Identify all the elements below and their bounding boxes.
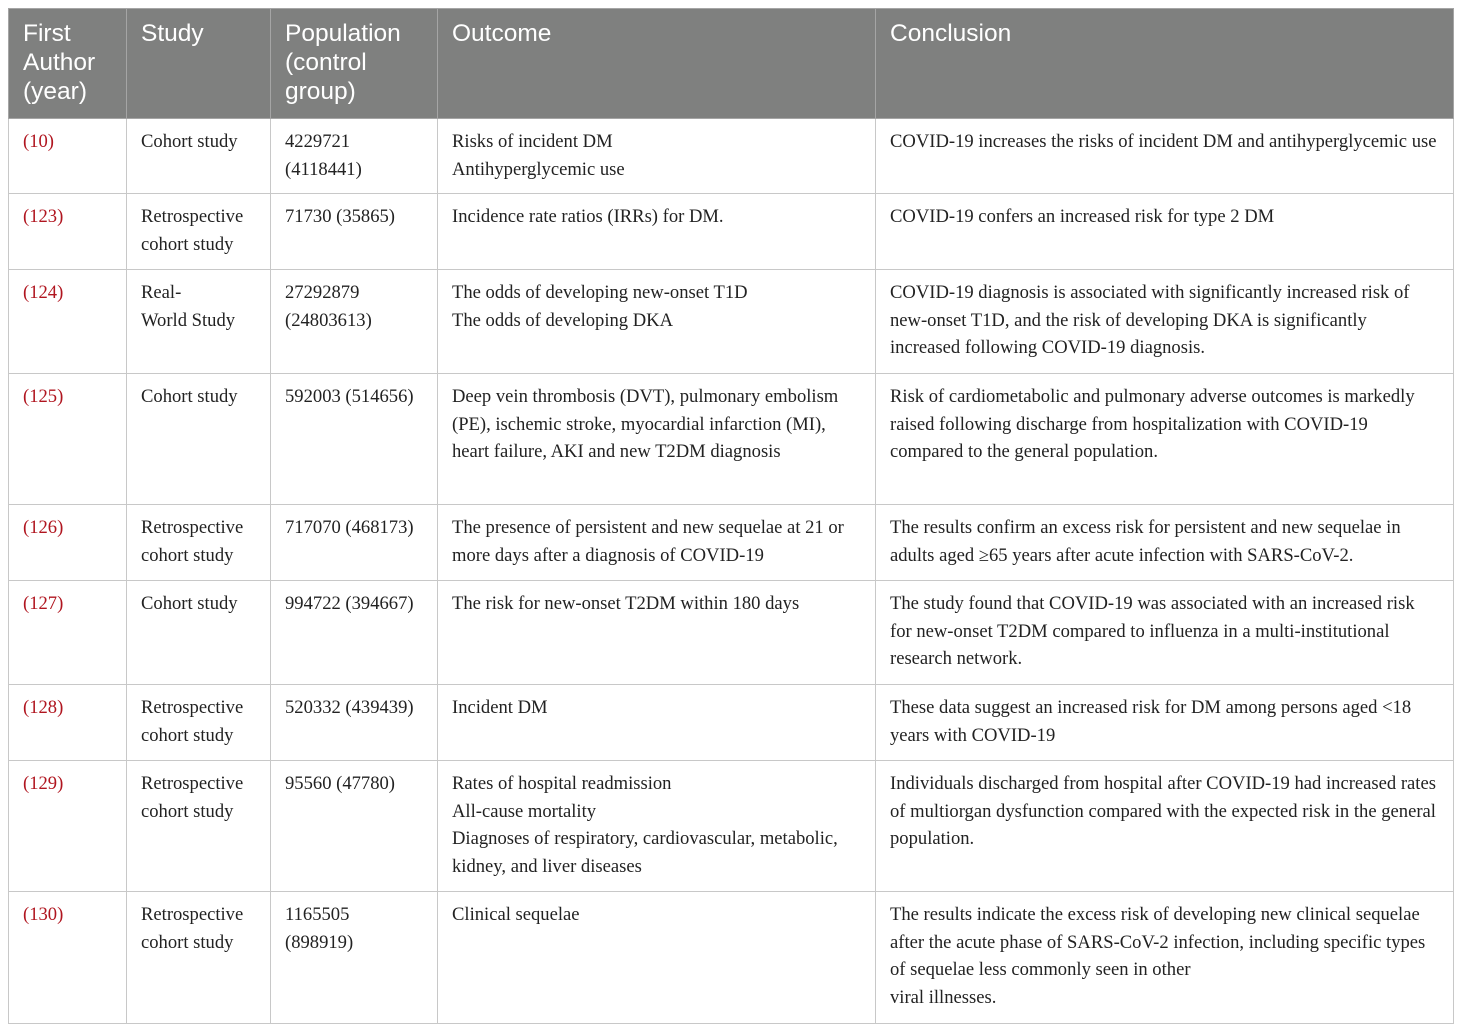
reference-open-paren: (	[23, 593, 30, 614]
header-first-author: First Author (year)	[9, 9, 127, 119]
population-cell: 520332 (439439)	[271, 685, 438, 761]
header-population: Population (control group)	[271, 9, 438, 119]
reference-open-paren: (	[23, 517, 30, 538]
header-conclusion: Conclusion	[876, 9, 1454, 119]
table-row	[9, 505, 1454, 581]
reference-cell	[9, 374, 127, 505]
conclusion-cell: The results confirm an excess risk for persistent and new sequelae in adults aged ≥65 years after acute infection with SARS-CoV-2.	[876, 505, 1454, 581]
table-row	[9, 119, 1454, 194]
outcome-cell: The risk for new-onset T2DM within 180 days	[438, 581, 876, 685]
header-outcome: Outcome	[438, 9, 876, 119]
table-row	[9, 194, 1454, 270]
reference-link[interactable]: 123	[29, 206, 58, 227]
table-row	[9, 685, 1454, 761]
reference-cell	[9, 581, 127, 685]
outcome-cell: Incidence rate ratios (IRRs) for DM.	[438, 194, 876, 270]
population-cell: 95560 (47780)	[271, 761, 438, 892]
reference-close-paren: )	[47, 131, 54, 152]
study-cell: Retrospective cohort study	[127, 761, 271, 892]
outcome-cell: Deep vein thrombosis (DVT), pulmonary embolism (PE), ischemic stroke, myocardial infarction (MI), heart failure, AKI and new T2DM diagnosis	[438, 374, 876, 505]
population-cell: 4229721 (4118441)	[271, 119, 438, 194]
reference-cell	[9, 194, 127, 270]
population-cell: 592003 (514656)	[271, 374, 438, 505]
reference-link[interactable]: 128	[29, 697, 58, 718]
reference-cell	[9, 505, 127, 581]
reference-open-paren: (	[23, 206, 30, 227]
study-cell: Retrospective cohort study	[127, 892, 271, 1024]
reference-close-paren: )	[57, 904, 64, 925]
reference-cell	[9, 119, 127, 194]
population-cell: 27292879 (24803613)	[271, 270, 438, 374]
reference-link[interactable]: 129	[29, 773, 58, 794]
reference-cell	[9, 685, 127, 761]
reference-open-paren: (	[23, 131, 30, 152]
outcome-cell: The presence of persistent and new sequelae at 21 or more days after a diagnosis of COVID-19	[438, 505, 876, 581]
conclusion-cell: Risk of cardiometabolic and pulmonary adverse outcomes is markedly raised following discharge from hospitalization with COVID-19 compared to the general population.	[876, 374, 1454, 505]
population-cell: 994722 (394667)	[271, 581, 438, 685]
study-cell: Retrospective cohort study	[127, 685, 271, 761]
reference-open-paren: (	[23, 904, 30, 925]
table-row	[9, 892, 1454, 1024]
population-cell: 717070 (468173)	[271, 505, 438, 581]
table-row	[9, 581, 1454, 685]
study-cell: Real- World Study	[127, 270, 271, 374]
study-cell: Cohort study	[127, 581, 271, 685]
population-cell: 71730 (35865)	[271, 194, 438, 270]
conclusion-cell: The results indicate the excess risk of developing new clinical sequelae after the acute phase of SARS-CoV-2 infection, including specific types of sequelae less commonly seen in other viral illnesses.	[876, 892, 1454, 1024]
conclusion-cell: These data suggest an increased risk for DM among persons aged <18 years with COVID-19	[876, 685, 1454, 761]
reference-cell	[9, 761, 127, 892]
study-cell: Retrospective cohort study	[127, 194, 271, 270]
outcome-cell: Clinical sequelae	[438, 892, 876, 1024]
reference-close-paren: )	[57, 593, 64, 614]
reference-cell	[9, 892, 127, 1024]
outcome-cell: Incident DM	[438, 685, 876, 761]
outcome-cell: The odds of developing new-onset T1D The odds of developing DKA	[438, 270, 876, 374]
reference-close-paren: )	[57, 206, 64, 227]
study-cell: Cohort study	[127, 374, 271, 505]
outcome-cell: Rates of hospital readmission All-cause mortality Diagnoses of respiratory, cardiovascular, metabolic, kidney, and liver diseases	[438, 761, 876, 892]
reference-open-paren: (	[23, 386, 30, 407]
reference-close-paren: )	[57, 386, 64, 407]
reference-open-paren: (	[23, 773, 30, 794]
reference-close-paren: )	[57, 517, 64, 538]
population-cell: 1165505 (898919)	[271, 892, 438, 1024]
table-header-row	[9, 9, 1454, 119]
conclusion-cell: COVID-19 increases the risks of incident DM and antihyperglycemic use	[876, 119, 1454, 194]
reference-link[interactable]: 127	[29, 593, 58, 614]
reference-close-paren: )	[57, 773, 64, 794]
reference-open-paren: (	[23, 282, 30, 303]
outcome-cell: Risks of incident DM Antihyperglycemic use	[438, 119, 876, 194]
reference-open-paren: (	[23, 697, 30, 718]
reference-link[interactable]: 124	[29, 282, 58, 303]
reference-link[interactable]: 125	[29, 386, 58, 407]
conclusion-cell: COVID-19 confers an increased risk for type 2 DM	[876, 194, 1454, 270]
reference-link[interactable]: 10	[29, 131, 48, 152]
table-row	[9, 270, 1454, 374]
study-cell: Cohort study	[127, 119, 271, 194]
conclusion-cell: Individuals discharged from hospital after COVID-19 had increased rates of multiorgan dysfunction compared with the expected risk in the general population.	[876, 761, 1454, 892]
reference-link[interactable]: 130	[29, 904, 58, 925]
header-study: Study	[127, 9, 271, 119]
table-row	[9, 761, 1454, 892]
table-body	[9, 119, 1454, 1024]
reference-link[interactable]: 126	[29, 517, 58, 538]
reference-close-paren: )	[57, 697, 64, 718]
reference-cell	[9, 270, 127, 374]
studies-table	[8, 8, 1454, 1024]
table-row	[9, 374, 1454, 505]
conclusion-cell: The study found that COVID-19 was associated with an increased risk for new-onset T2DM compared to influenza in a multi-institutional research network.	[876, 581, 1454, 685]
conclusion-cell: COVID-19 diagnosis is associated with significantly increased risk of new-onset T1D, and the risk of developing DKA is significantly increased following COVID-19 diagnosis.	[876, 270, 1454, 374]
study-cell: Retrospective cohort study	[127, 505, 271, 581]
reference-close-paren: )	[57, 282, 64, 303]
